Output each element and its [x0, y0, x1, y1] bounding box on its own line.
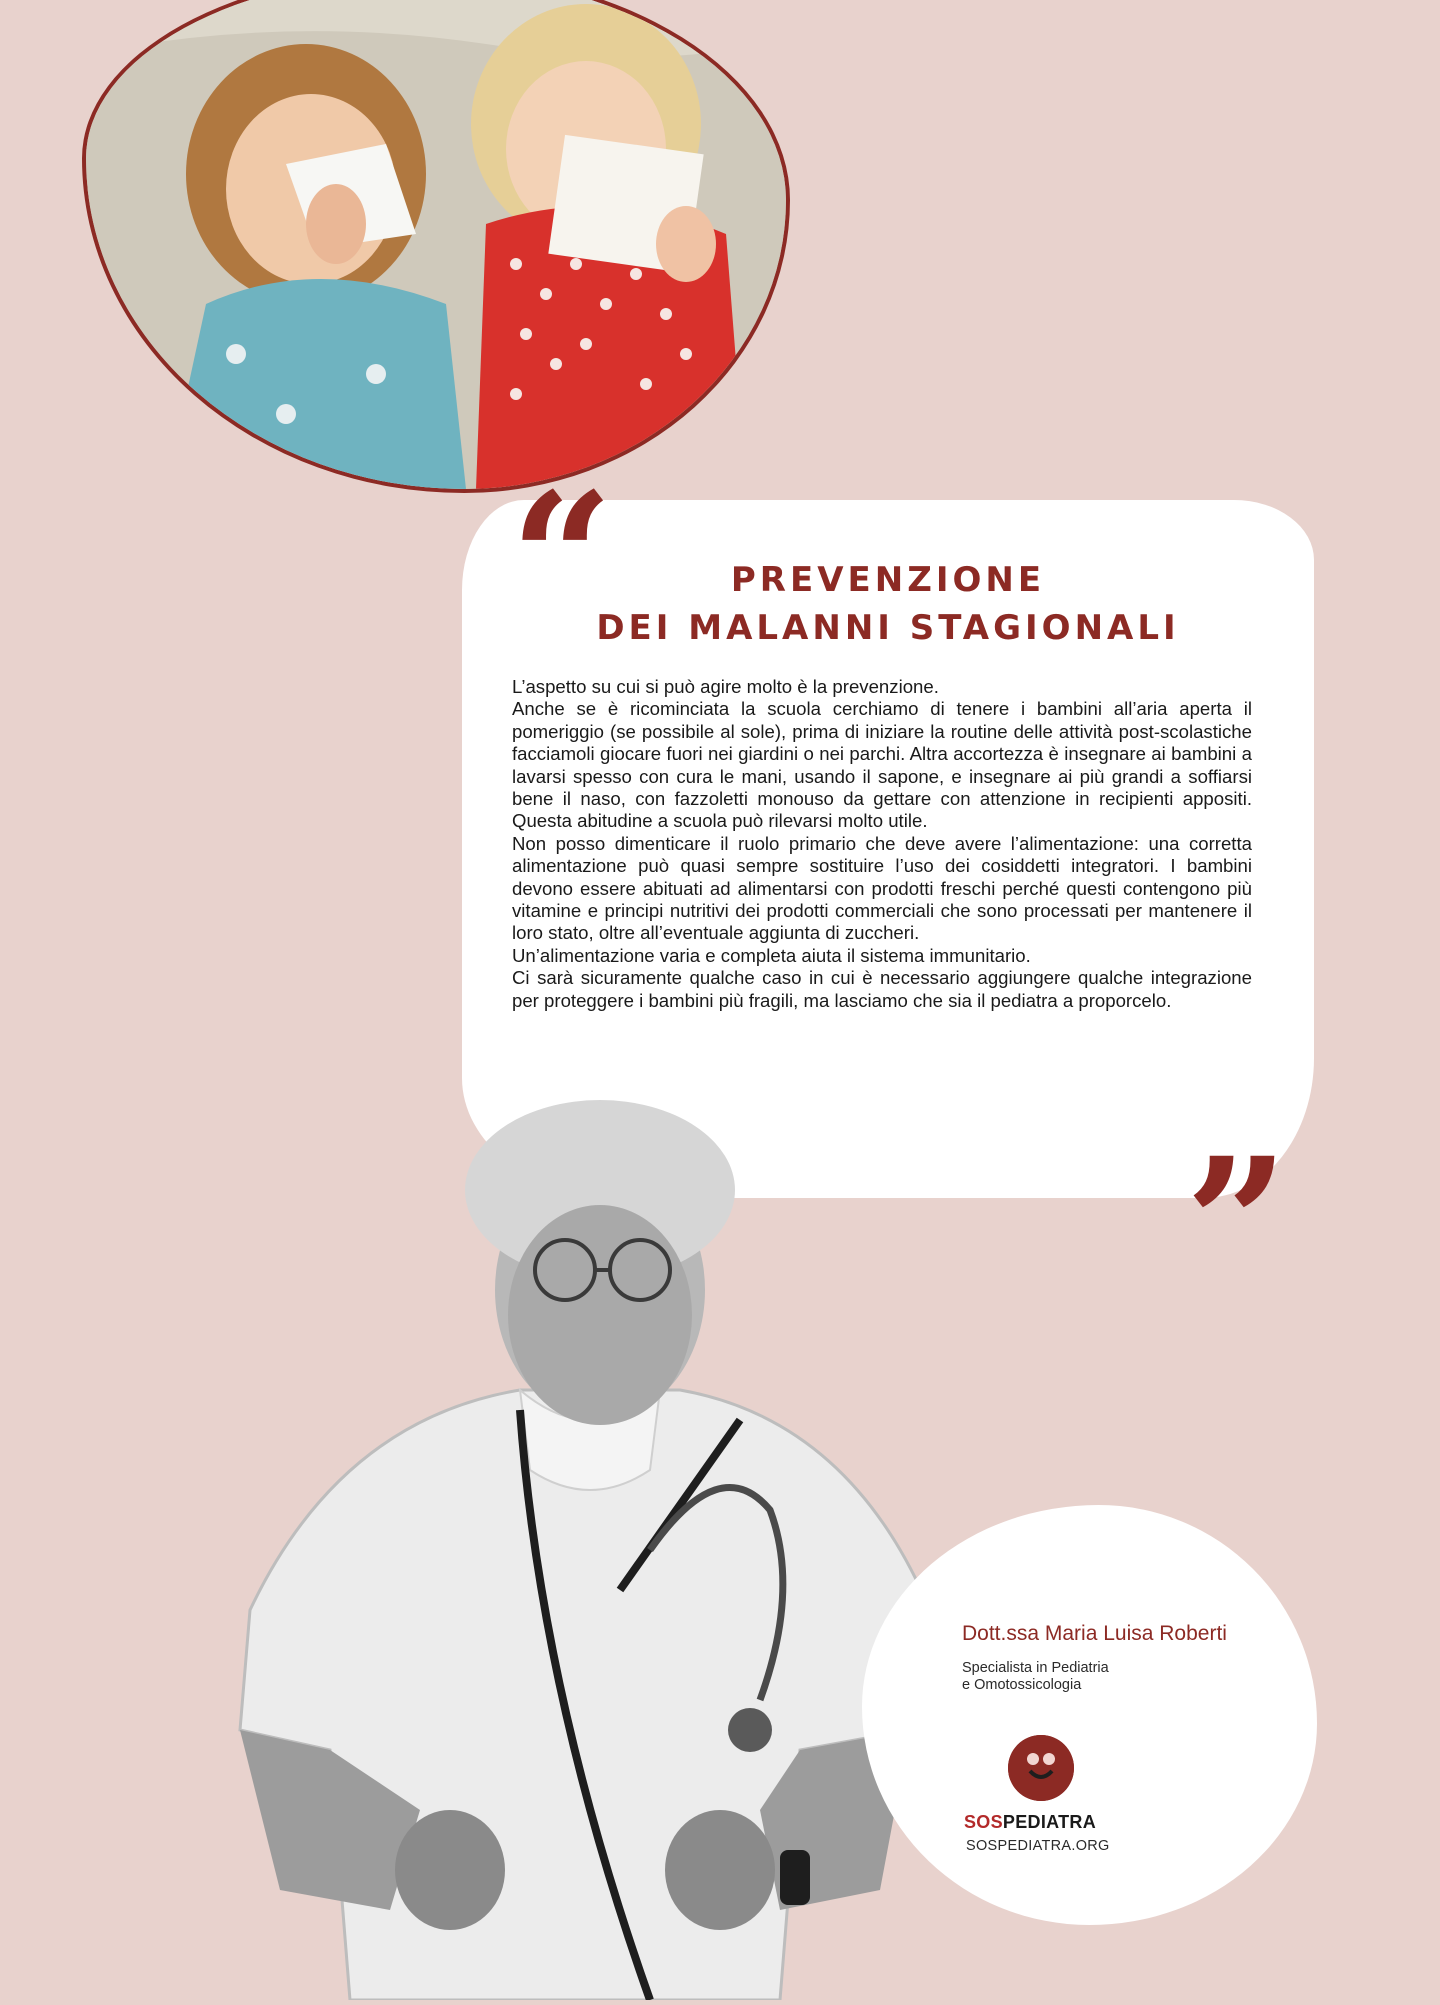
brand-name: [964, 1812, 1096, 1833]
brand-name-part-2: PEDIATRA: [1002, 1812, 1096, 1832]
author-name: Dott.ssa Maria Luisa Roberti: [962, 1622, 1227, 1645]
children-photo: [82, 0, 790, 493]
sospediatra-logo-icon: [1008, 1735, 1074, 1801]
author-bubble: [862, 1505, 1317, 1925]
brand-url[interactable]: SOSPEDIATRA.ORG: [966, 1838, 1110, 1854]
article-body: [512, 676, 1252, 1012]
opening-quote-icon: “: [510, 454, 614, 665]
author-role-line-1: Specialista in Pediatria: [962, 1660, 1109, 1676]
author-role: [962, 1660, 1109, 1694]
paragraph: Non posso dimenticare il ruolo primario che deve avere l’alimentazione: una corretta alimentazione può quasi sempre sostituire l’uso dei cosiddetti integratori. I bambini devono essere abituati ad alimentarsi con prodotti freschi perché questi contengono più vitamine e principi nutritivi dei prodotti commerciali che sono processati per mantenere il loro stato, oltre all’eventuale aggiunta di zuccheri.: [512, 832, 1252, 944]
paragraph: Un’alimentazione varia e completa aiuta il sistema immunitario.: [512, 944, 1031, 966]
paragraph: L’aspetto su cui si può agire molto è la prevenzione.: [512, 676, 939, 697]
author-role-line-2: e Omotossicologia: [962, 1677, 1082, 1693]
doctor-photo: [220, 1090, 960, 2000]
doctor-illustration: [220, 1090, 960, 2000]
headline-line-1: PREVENZIONE: [730, 560, 1046, 600]
children-illustration: [86, 0, 786, 489]
brand-name-part-1: SOS: [964, 1812, 1003, 1832]
paragraph: Anche se è ricominciata la scuola cerchiamo di tenere i bambini all’aria aperta il pomeriggio (se possibile al sole), prima di iniziare la routine delle attività post-scolastiche facciamoli giocare fuori nei giardini o nei parchi. Altra accortezza è insegnare ai bambini a lavarsi spesso con cura le mani, usando il sapone, e insegnare ai più grandi a soffiarsi bene il naso, con fazzoletti monouso da gettare con attenzione in recipienti appositi. Questa abitudine a scuola può rilevarsi molto utile.: [512, 698, 1252, 832]
paragraph: Ci sarà sicuramente qualche caso in cui è necessario aggiungere qualche integrazione per proteggere i bambini più fragili, ma lasciamo che sia il pediatra a proporcelo.: [512, 967, 1252, 1011]
headline-line-2: DEI MALANNI STAGIONALI: [596, 608, 1180, 648]
closing-quote-icon: ”: [1185, 1119, 1289, 1330]
